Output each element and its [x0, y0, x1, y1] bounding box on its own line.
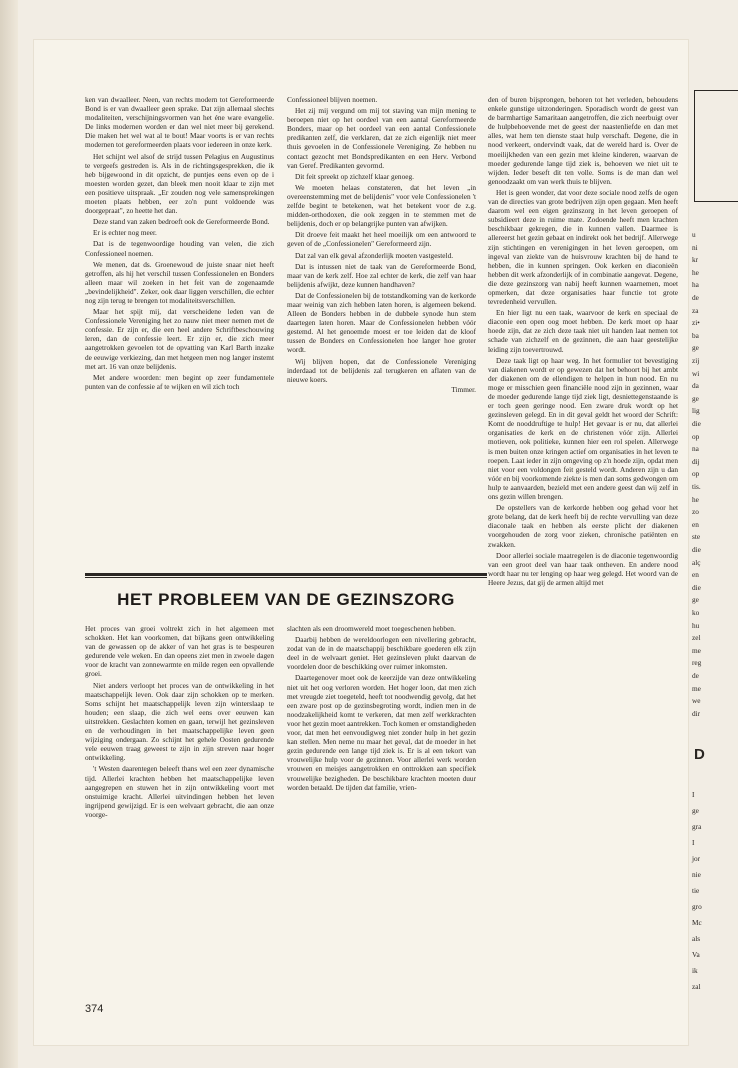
edge-fragment: ge — [692, 343, 699, 353]
edge-fragment: en — [692, 519, 699, 529]
article-column-top-2 — [287, 95, 476, 565]
adjacent-page-heading: D — [694, 746, 705, 763]
adjacent-page-box — [694, 90, 738, 202]
paragraph: De opstellers van de kerkorde hebben oog gehad voor het grote belang, dat de kerk heeft bij de rechte vervulling van deze diaconale taak en hebben als eerste plicht der diakenen voorgehouden de zorg voor zieken, chronische patiënten en zwakken. — [488, 503, 678, 549]
edge-fragment: lig — [692, 406, 700, 416]
article-column-bottom-2 — [287, 624, 476, 994]
edge-fragment: I — [692, 838, 695, 847]
edge-fragment: die — [692, 582, 701, 592]
edge-fragment: zi• — [692, 318, 700, 328]
article-column-bottom-1 — [85, 624, 274, 994]
paragraph: Dat is de tegenwoordige houding van velen, die zich Confessioneel noemen. — [85, 239, 274, 258]
article-headline: HET PROBLEEM VAN DE GEZINSZORG — [117, 590, 455, 609]
edge-fragment: gra — [692, 822, 702, 831]
edge-fragment: ge — [692, 806, 699, 815]
edge-fragment: op — [692, 469, 700, 479]
paragraph: Er is echter nog meer. — [93, 228, 157, 238]
edge-fragment: als — [692, 934, 701, 943]
article-divider-thin — [85, 577, 487, 578]
edge-fragment: kr — [692, 255, 699, 265]
edge-fragment: he — [692, 494, 699, 504]
edge-fragment: ik — [692, 966, 698, 975]
edge-fragment: reg — [692, 658, 702, 668]
article-column-right — [488, 95, 678, 995]
edge-fragment: he — [692, 267, 699, 277]
paragraph: Confessioneel blijven noemen. — [287, 95, 378, 104]
edge-fragment: jor — [692, 854, 701, 863]
edge-fragment: gro — [692, 902, 702, 911]
edge-fragment: alç — [692, 557, 701, 567]
paragraph: Niet anders verloopt het proces van de ontwikkeling in het maatschappelijk leven. Ook daar zijn schokken op te merken. Soms schijnt het maatschappelijk leven zijn winterslaap te houden; een slaap, die zich wel eens over eeuwen kan uitstrekken. Geslachten komen en gaan, terwijl het gezinsleven en de verhoudingen in het maatschappelijke leven geen wijziging ondergaan. Zo schijnt het gehele Oosten gedurende vele eeuwen traag geweest te zijn in zijn streven naar hoger ontwikkeling. — [85, 680, 274, 763]
paragraph: Dat zal van elk geval afzonderlijk moeten vastgesteld. — [295, 250, 454, 260]
edge-fragment: u — [692, 230, 696, 239]
paragraph: slachten als een droomwereld moet toegeschenen hebben. — [287, 624, 456, 633]
paragraph: Het proces van groei voltrekt zich in het algemeen met schokken. Het kan voorkomen, dat bijkans geen ontwikkeling van de gewassen op de akker of van het gras is te bespeuren gedurende vele weken. En dan opeens ziet men in zwoele dagen voor de kracht van zonnewarmte en milde regen een opvallende groei. — [85, 624, 274, 679]
paragraph: ken van dwaalleer. Neen, van rechts modern tot Gereformeerde Bond is er van dwaalleer geen sprake. Dat zijn allemaal slechts modaliteiten, verschijningsvormen van het éne ware evangelie. De links modernen worden er dan wel niet meer bij gerekend. Die maken het wel wat al te bout! Maar voorts is er van rechts modernen tot gereformeerden plaats voor iedereen in onze kerk. — [85, 95, 274, 150]
edge-fragment: dir — [692, 708, 701, 718]
edge-fragment: zel — [692, 633, 701, 643]
edge-fragment: de — [692, 671, 699, 680]
edge-fragment: en — [692, 570, 699, 580]
edge-fragment: ba — [692, 330, 699, 340]
edge-fragment: me — [692, 683, 701, 693]
edge-fragment: tie — [692, 886, 700, 895]
edge-fragment: we — [692, 696, 701, 706]
paragraph: Wij blijven hopen, dat de Confessionele Vereniging inderdaad tot de belijdenis zal terugkeren en aflaten van de nieuwe koers. — [287, 356, 476, 384]
paragraph: 't Westen daarentegen beleeft thans wel een zeer dynamische tijd. Allerlei krachten hebben het maatschappelijke leven aangegrepen en stuwen het in zijn ontwikkeling voort met onstuimige kracht. Allerlei uitvindingen hebben het leven ingrijpend gewijzigd. Er is een welvaart gebracht, die aan onze voorge- — [85, 764, 274, 819]
edge-fragment: tis. — [692, 482, 701, 491]
edge-fragment: ha — [692, 280, 699, 290]
edge-fragment: zij — [692, 356, 700, 365]
edge-fragment: Va — [692, 950, 700, 959]
page-binding-shadow — [0, 0, 18, 1068]
paragraph: den of buren bijsprongen, behoren tot het verleden, behoudens enkele gunstige uitzonderingen. Sporadisch wordt de geest van de barmhartige Samaritaan aangetroffen, die zich neerbuigt over de hulpbehoevende met de geest der naastenliefde en dan met alles, wat hem ten dienste staat hulp verschaft. Degene, die in nood verkeert, ondervindt vaak, dat de wereld hard is. Over de moeilijkheden van een gezin met kleine kinderen, waarvan de moeder gedurende lange tijd ziek is, behoeven we niet uit te wijden. Ieder beseft dit ten volle. Soms is de man dan wel genoodzaakt om van werk thuis te blijven. — [488, 95, 678, 186]
edge-fragment: zal — [692, 982, 701, 991]
edge-fragment: dij — [692, 456, 700, 466]
edge-fragment: za — [692, 305, 699, 315]
edge-fragment: ge — [692, 393, 699, 403]
edge-fragment: na — [692, 444, 699, 454]
paragraph: Daarbij hebben de wereldoorlogen een nivellering gebracht, zodat van de in de maatschappij beschikbare goederen elk zijn deel in de welvaart geniet. Het gezinsleven plukt daarvan de voordelen door de beschikking over ruimer inkomsten. — [287, 635, 476, 672]
paragraph: Het zij mij vergund om mij tot staving van mijn mening te beroepen niet op het oordeel van een aantal Gereformeerde Bonders, maar op het oordeel van een aantal Confessionele predikanten zelf, die verklaren, dat ze zich eigenlijk niet meer thuis gevoelen in de Confessionele Vereniging. Ze hebben nu contact gezocht met Bondspredikanten en een Herv. Verbond van Geref. Predikanten gevormd. — [287, 106, 476, 170]
author-signature: Timmer. — [451, 384, 476, 394]
paragraph: Maar het spijt mij, dat verscheidene leden van de Confessionele Vereniging het zo nauw niet meer nemen met de confessie. Er zijn er, die een heel andere Schriftbeschouwing leren, dan de confessie leert. Er zijn er, die zich meer aangetrokken gevoelen tot de opvatting van Karl Barth inzake de eeuwige verkiezing, dan met hetgeen men nog langer instemt met art. 16 van onze belijdenis. — [85, 307, 274, 371]
page-number: 374 — [85, 1003, 104, 1015]
paragraph: We menen, dat ds. Groenewoud de juiste snaar niet heeft getroffen, als hij het verschil tussen Confessionelen en Bonders alleen maar wil zoeken in het feit van de zogenaamde „bevindelijkheid". Zeker, ook daar liggen verschillen, die echter nog zijn terug te brengen tot modaliteitsverschillen. — [85, 259, 274, 305]
article-divider-thick — [85, 573, 487, 576]
edge-fragment: I — [692, 790, 695, 799]
edge-fragment: de — [692, 293, 699, 302]
edge-fragment: wi — [692, 368, 700, 378]
edge-fragment: ste — [692, 532, 701, 542]
edge-fragment: zo — [692, 507, 699, 517]
edge-fragment: da — [692, 381, 699, 391]
edge-fragment: ni — [692, 242, 698, 252]
edge-fragment: Mc — [692, 918, 702, 927]
edge-fragment: ko — [692, 608, 700, 617]
paragraph: Het schijnt wel alsof de strijd tussen Pelagius en Augustinus te vergeefs gestreden is. Als in de richtingsgesprekken, die ik heb bijgewoond in dit opzicht, de puntjes eens even op de i moesten worden gezet, dan bleek men nooit klaar te zijn met een positieve uitspraak. „Er zouden nog vele samensprekingen moeten plaats hebben, eer zo'n punt voldoende was doorgepraat", zo heette het dan. — [85, 151, 274, 216]
paragraph: Daartegenover moet ook de keerzijde van deze ontwikkeling niet uit het oog verloren worden. Het hoger loon, dat men zich met vreugde ziet toegeteld, heeft tot noodwendig gevolg, dat het een zware post op de gezinsbegroting wordt, indien men in de noodzakelijkheid komt te verkeren, dat men zelf werkkrachten voor het gezin moet aantrekken. Toch komen er omstandigheden voor, dat men het eenvoudigweg niet zonder hulp in het gezin kan stellen. Men neme nu maar het geval, dat de moeder in het gezin gedurende een lange tijd ziek is. Er is al een tekort van vrouwelijke hulp voor de gezinnen. Voor allerlei werk worden vrouwen en meisjes aangetrokken en onttrokken aan specifiek vrouwelijke bezigheden. De beschikbare krachten moeten duur worden betaald. De tijden dat familie, vrien- — [287, 673, 476, 792]
paragraph: Deze stand van zaken bedroeft ook de Gereformeerde Bond. — [93, 217, 270, 227]
paragraph: Door allerlei sociale maatregelen is de diaconie tegenwoordig van een groot deel van haar taak ontheven. En andere nood wordt haar nu ter lenging op haar weg gelegd. Het woord van de Heere Jezus, dat gij de armen altijd met — [488, 550, 678, 587]
paragraph: Met andere woorden: men begint op zeer fundamentele punten van de confessie af te wijken en wil zich toch — [85, 372, 274, 391]
paragraph: Dat is intussen niet de taak van de Gereformeerde Bond, maar van de kerk zelf. Hoe zal echter de kerk, die zelf van haar belijdenis afwijkt, deze kunnen handhaven? — [287, 261, 476, 289]
edge-fragment: hu — [692, 620, 700, 630]
edge-fragment: ge — [692, 595, 699, 605]
edge-fragment: die — [692, 419, 701, 428]
edge-fragment: me — [692, 645, 701, 655]
edge-fragment: op — [692, 431, 700, 441]
paragraph: Dit feit spreekt op zichzelf klaar genoeg. — [295, 171, 414, 181]
paragraph: Dat de Confessionelen bij de totstandkoming van de kerkorde maar weinig van zich hebben laten horen, is algemeen bekend. Alleen de Bonders hebben in de dubbele synode hun stem daartegen laten horen. Maar de Confessionelen hebben vóór gestemd. Al het genoemde moest er toe leiden dat de kloof tussen de Bonders en Confessionelen hoe langer hoe groter wordt. — [287, 290, 476, 355]
paragraph: Het is geen wonder, dat voor deze sociale nood zelfs de ogen van de directies van grote bedrijven zijn open gegaan. Men heeft daarom wel een eigen gezinszorg in het leven geroepen of subsidieert deze in ruime mate. Zodoende heeft men krachten beschikbaar gekregen, die in kunnen vallen. Daarmee is allereerst het gezin gebaat en indirekt ook het bedrijf. Allerwege zijn stichtingen en verenigingen in het leven geroepen, om ingeval van ziekte van de huisvrouw krachten bij de hand te hebben, die in kunnen springen. Ook kerken en diaconieën hebben dit werk afzonderlijk of in combinatie aangevat. Degene, die deze gezinszorg van nabij heeft kunnen waarnemen, moet opmerken, dat deze organisaties haar functie tot grote tevredenheid vervullen. — [488, 187, 678, 307]
edge-fragment: die — [692, 545, 701, 554]
paragraph: Dit droeve feit maakt het heel moeilijk om een antwoord te geven of de „Confessionelen" Gereformeerd zijn. — [287, 230, 476, 249]
paragraph: En hier ligt nu een taak, waarvoor de kerk en speciaal de diaconie een open oog moet hebben. De kerk moet op haar hoede zijn, dat ze zich deze taak niet uit handen laat nemen tot schade van zichzelf en de gezinnen, die aan haar geestelijke leiding zijn toevertrouwd. — [488, 308, 678, 354]
adjacent-page-edge — [688, 0, 738, 1068]
article-column-top-1 — [85, 95, 274, 565]
paragraph: We moeten helaas constateren, dat het leven „in overeenstemming met de belijdenis" voor vele Confessionelen 't zelfde begint te betekenen, wat het betekent voor de z.g. midden-orthodoxen, die ook zeggen in te stemmen met de belijdenis, doch er op belangrijke punten van afwijken. — [287, 182, 476, 229]
edge-fragment: nie — [692, 870, 701, 879]
paragraph: Deze taak ligt op haar weg. In het formulier tot bevestiging van diakenen wordt er op gewezen dat het behoort bij het ambt der diakenen om de ellendigen te helpen in hun nood. En nu moge er misschien geen financiële nood zijn in gezinnen, waar de moeder gedurende lange tijd ziek ligt, desniettegenstaande is er toch geen geringe nood. Een zware druk wordt op het gezinsleven gelegd. En in dit geval geldt het woord der Schrift: Komt de nooddruftige te hulp! Het gevaar is er nu, dat allerlei organisaties de kerk en de christenen vóór zijn. Allerlei motieven, ook politieke, kunnen hier een rol spelen. Allerwege is men buiten onze kringen actief om organisaties in het leven te roepen. Laat ieder in zijn omgeving op z'n hoede zijn, opdat men niet voor een voldongen feit gesteld wordt. Anderen zijn u dan vóór en bij voorkomende ziekte is men dan soms gedwongen om hulp te aanvaarden, bezield met een andere geest dan wij zelf in ons gezin willen brengen. — [488, 355, 678, 502]
